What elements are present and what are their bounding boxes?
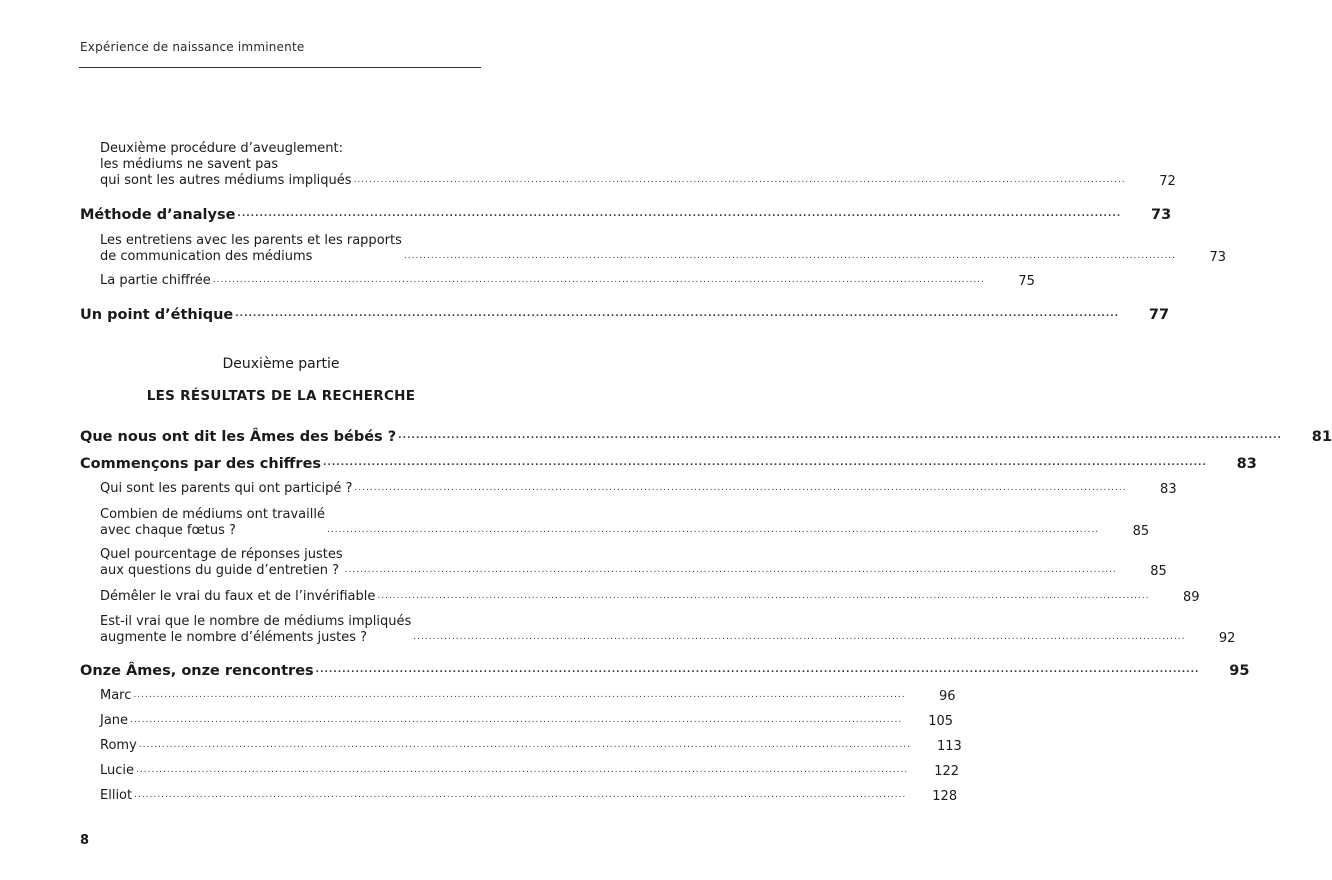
toc-entry-line: Démêler le vrai du faux et de l’invérifiable [100, 589, 376, 604]
part-label: Deuxième partie [222, 356, 340, 372]
dot-leader: ........................................................................................................................................................................................................ [133, 690, 906, 700]
toc-page-number: 122 [934, 764, 960, 779]
dot-leader: ........................................................................................................................................................................................................ [403, 251, 1177, 261]
header-rule [79, 67, 481, 68]
toc-subsection-entry [100, 507, 1150, 539]
dot-leader: ........................................................................................................................................................................................................ [138, 740, 911, 750]
toc-entry-line: Qui sont les parents qui ont participé ? [100, 481, 353, 496]
toc-subsection-entry [100, 713, 954, 729]
toc-entry-title [100, 738, 137, 754]
toc-entry-title [80, 456, 321, 472]
dot-leader: ........................................................................................................................................................................................................ [134, 790, 907, 800]
toc-page-number: 81 [1311, 429, 1332, 445]
toc-entry-title [100, 141, 352, 189]
toc-section-entry [80, 429, 1332, 445]
toc-entry-line: Lucie [100, 763, 135, 778]
toc-entry-title [100, 481, 352, 497]
toc-subsection-entry [100, 141, 1176, 189]
running-head: Expérience de naissance imminente [80, 40, 305, 54]
toc-entry-line: Deuxième procédure d’aveuglement: [100, 141, 343, 156]
toc-page-number: 95 [1229, 663, 1250, 679]
toc-section-entry [80, 207, 1172, 223]
toc-subsection-entry [100, 763, 960, 779]
toc-entry-line: Méthode d’analyse [80, 207, 236, 223]
toc-page-number: 73 [1151, 207, 1172, 223]
toc-entry-title [100, 614, 411, 646]
toc-subsection-entry [100, 481, 1177, 497]
toc-entry-line: aux questions du guide d’entretien ? [100, 563, 339, 578]
toc-page-number: 72 [1159, 174, 1176, 189]
toc-entry-title [100, 507, 325, 539]
toc-entry-title [100, 233, 402, 265]
toc-entry-line: Les entretiens avec les parents et les rapports [100, 233, 402, 248]
dot-leader: ........................................................................................................................................................................................................ [354, 483, 1127, 493]
toc-page-number: 77 [1148, 307, 1170, 323]
toc-entry-line: Un point d’éthique [80, 307, 234, 323]
toc-page-number: 83 [1236, 456, 1257, 472]
page-number: 8 [80, 833, 90, 848]
dot-leader: ........................................................................................................................................................................................................ [130, 715, 903, 725]
toc-page-number: 96 [939, 689, 956, 704]
dot-leader: ........................................................................................................................................................................................................ [413, 632, 1186, 642]
toc-page-number: 113 [936, 739, 962, 754]
toc-entry-title [100, 547, 343, 579]
dot-leader: ........................................................................................................................................................................................................ [326, 525, 1100, 535]
toc-section-entry [80, 663, 1250, 679]
toc-entry-title [80, 663, 314, 679]
dot-leader: ........................................................................................................................................................................................................ [136, 765, 909, 775]
dot-leader: ........................................................................................................................................................................................................ [344, 565, 1117, 575]
toc-entry-line: Que nous ont dit les Âmes des bébés ? [80, 429, 397, 445]
toc-page-number: 83 [1160, 482, 1177, 497]
toc-entry-title [80, 307, 233, 323]
toc-subsection-entry [100, 589, 1200, 605]
toc-entry-line: qui sont les autres médiums impliqués [100, 173, 352, 188]
toc-subsection-entry [100, 233, 1227, 265]
dot-leader: ........................................................................................................................................................................................................ [235, 309, 1120, 319]
dot-leader: ........................................................................................................................................................................................................ [398, 431, 1282, 441]
toc-entry-title [100, 273, 211, 289]
toc-section-entry [80, 307, 1170, 323]
toc-subsection-entry [100, 738, 962, 754]
toc-entry-line: La partie chiffrée [100, 273, 211, 288]
toc-entry-title [100, 688, 131, 704]
toc-page-number: 105 [928, 714, 954, 729]
toc-entry-line: Combien de médiums ont travaillé [100, 507, 325, 522]
toc-entry-line: Jane [100, 713, 129, 728]
toc-entry-line: Romy [100, 738, 137, 753]
toc-entry-title [100, 589, 375, 605]
toc-entry-line: de communication des médiums [100, 249, 313, 264]
toc-section-entry [80, 456, 1257, 472]
dot-leader: ........................................................................................................................................................................................................ [323, 458, 1207, 468]
toc-page-number: 75 [1018, 274, 1035, 289]
toc-subsection-entry [100, 688, 956, 704]
toc-entry-title [80, 207, 235, 223]
toc-entry-title [100, 763, 134, 779]
toc-entry-line: Est-il vrai que le nombre de médiums impliqués [100, 614, 412, 629]
toc-page-number: 92 [1218, 631, 1236, 646]
toc-entry-title [100, 713, 128, 729]
toc-entry-line: Quel pourcentage de réponses justes [100, 547, 343, 562]
part-title: LES RÉSULTATS DE LA RECHERCHE [146, 388, 416, 404]
toc-subsection-entry [100, 614, 1236, 646]
toc-entry-line: augmente le nombre d’éléments justes ? [100, 630, 368, 645]
toc-subsection-entry [100, 273, 1035, 289]
toc-page-number: 128 [932, 789, 958, 804]
toc-entry-title [80, 429, 396, 445]
toc-page-number: 85 [1132, 524, 1150, 539]
toc-entry-title [100, 788, 132, 804]
dot-leader: ........................................................................................................................................................................................................ [212, 275, 985, 285]
dot-leader: ........................................................................................................................................................................................................ [353, 175, 1126, 185]
toc-entry-line: avec chaque fœtus ? [100, 523, 236, 538]
toc-entry-line: Elliot [100, 788, 133, 803]
toc-entry-line: Marc [100, 688, 132, 703]
toc-page-number: 85 [1150, 564, 1167, 579]
toc-entry-line: les médiums ne savent pas [100, 157, 279, 172]
toc-page-number: 73 [1209, 250, 1227, 265]
toc-subsection-entry [100, 788, 958, 804]
dot-leader: ........................................................................................................................................................................................................ [377, 591, 1150, 601]
dot-leader: ........................................................................................................................................................................................................ [237, 209, 1122, 219]
toc-entry-line: Onze Âmes, onze rencontres [80, 663, 314, 679]
toc-subsection-entry [100, 547, 1167, 579]
toc-entry-line: Commençons par des chiffres [80, 456, 322, 472]
dot-leader: ........................................................................................................................................................................................................ [315, 665, 1200, 675]
toc-page-number: 89 [1182, 590, 1200, 605]
